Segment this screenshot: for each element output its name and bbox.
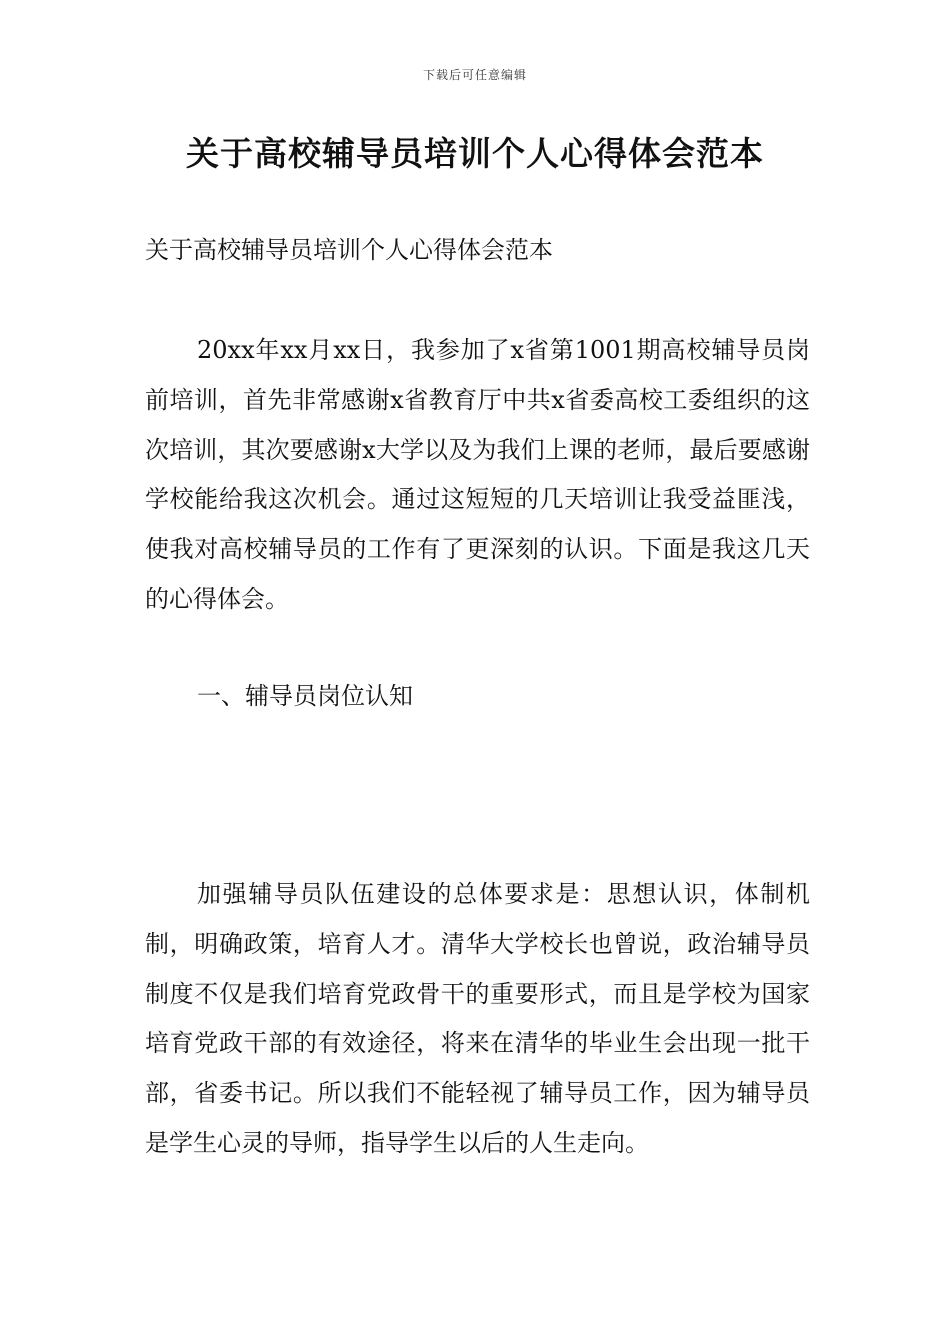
header-note: 下载后可任意编辑: [422, 68, 527, 82]
document-title: 关于高校辅导员培训个人心得体会范本: [186, 134, 764, 173]
document-subtitle: 关于高校辅导员培训个人心得体会范本: [145, 236, 553, 264]
section-heading: 一、辅导员岗位认知: [197, 682, 413, 710]
paragraph-requirements: 加强辅导员队伍建设的总体要求是：思想认识，体制机制，明确政策，培育人才。清华大学校长也曾说，政治辅导员制度不仅是我们培育党政骨干的重要形式，而且是学校为国家培育党政干部的有效途径，将来在清华的毕业生会出现一批干部，省委书记。所以我们不能轻视了辅导员工作，因为辅导员是学生心灵的导师，指导学生以后的人生走向。: [145, 880, 810, 1157]
paragraph-intro: 20xx年xx月xx日，我参加了x省第1001期高校辅导员岗前培训，首先非常感谢x省教育厅中共x省委高校工委组织的这次培训，其次要感谢x大学以及为我们上课的老师，最后要感谢学校能给我这次机会。通过这短短的几天培训让我受益匪浅，使我对高校辅导员的工作有了更深刻的认识。下面是我这几天的心得体会。: [145, 336, 810, 613]
